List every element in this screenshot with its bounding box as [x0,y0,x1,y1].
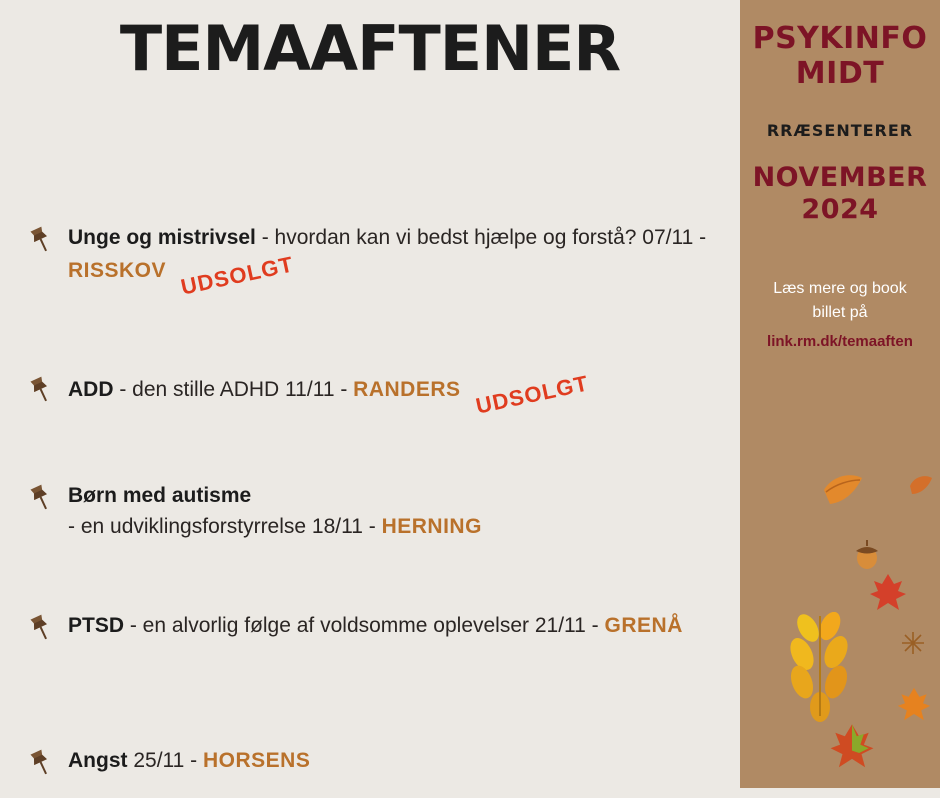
pushpin-icon [26,375,56,405]
event-description: 25/11 - [127,749,203,773]
event-description: - hvordan kan vi bedst hjælpe og forstå? 07/11 - [255,226,707,250]
list-item [0,370,768,425]
pushpin-icon [26,225,56,255]
booking-line-2: billet på [812,303,868,321]
booking-link[interactable]: link.rm.dk/temaaften [767,332,913,350]
event-text [68,611,768,641]
list-item [0,746,768,798]
event-place: RANDERS [353,378,461,402]
event-text [68,746,768,776]
event-place: GRENÅ [604,614,683,638]
list-item [0,611,768,663]
compound-leaf-icon [778,612,870,727]
poster-sidebar [740,0,940,788]
booking-line-1: Læs mere og book [773,279,907,297]
status-badge: UDSOLGT [473,370,591,419]
acorn-icon [852,538,882,575]
event-place: HORSENS [203,749,311,773]
pushpin-icon [26,483,56,513]
maple-leaf-icon [868,572,908,619]
event-description: - en udviklingsforstyrrelse 18/11 - [68,514,382,538]
status-badge: UDSOLGT [178,250,296,300]
leaf-icon [908,472,934,503]
brand-name [740,0,940,91]
event-text [68,481,768,542]
event-description: - den stille ADHD 11/11 - [113,378,354,402]
event-title: ADD [68,378,114,402]
maple-leaf-icon [896,686,932,729]
booking-info [740,277,940,354]
year-label: 2024 [801,194,879,226]
event-title: Unge og mistrivsel [68,226,256,250]
brand-line-1: PSYKINFO [752,21,928,56]
pushpin-icon [26,613,56,643]
seed-icon [900,630,926,661]
list-item [0,223,768,300]
event-text [68,370,768,419]
maple-leaf-icon [828,722,876,777]
event-text [68,223,768,300]
event-description: - en alvorlig følge af voldsomme oplevelser 21/11 - [124,614,605,638]
event-place: RISSKOV [68,258,167,282]
pushpin-icon [26,748,56,778]
event-title: Børn med autisme [68,484,252,508]
event-title: Angst [68,749,128,773]
page-title: TEMAAFTENER [119,12,621,85]
list-item [0,481,768,542]
month-label: NOVEMBER [752,162,928,193]
brand-line-2: MIDT [795,55,885,91]
presents-label: RRÆSENTERER [766,121,914,140]
event-title: PTSD [68,614,125,638]
leaf-icon [820,470,866,515]
event-place: HERNING [381,514,482,538]
